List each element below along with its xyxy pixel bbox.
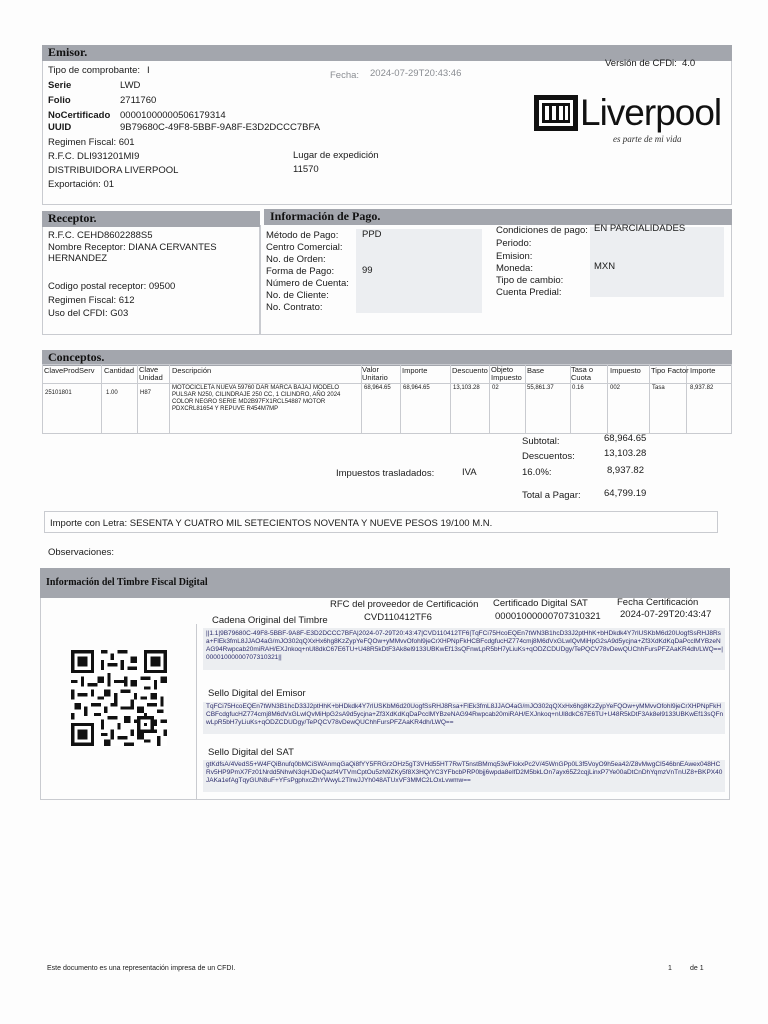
- moneda-value: MXN: [594, 261, 616, 272]
- emisor-title: Emisor.: [48, 45, 88, 59]
- sello-sat-value: gtKdfsA/4VedS5+W4FQiBnufq0bMCiSWAnmqGaQi8fYY5FRGrzOHz5gT3VHd55HT7RwT5nstBMmq53wFlokxPc2V/45WnGPp0L3f5VoyO9h5ea42/Z8vMwgCI546bnEAwex048HCRv5HP9PmX7Fz01Nrdd5NhwN3qHJDeQazf4VTVmCptOu5zN9ZKy5f8X3HQ/YC3YFbcbPRP0bjj6wpda8eIfD2M5bkLOn7ayx65Z2cqjLinxP7Ye00aDtCnDhYqmzVnTnUZ8+BKPX40JAKa1efAgTqyGUN8uF+YFsPgphxcZhYWwyL2TlrwJJYh048ATUxVF3MMC2LOxLvwmw==: [206, 761, 723, 784]
- iva-tasa: 16.0%:: [522, 467, 552, 478]
- receptor-title: Receptor.: [48, 211, 97, 225]
- sello-emisor-label: Sello Digital del Emisor: [208, 688, 306, 699]
- emisor-rfc: R.F.C. DLI931201MI9: [48, 151, 140, 162]
- fecha-value: 2024-07-29T20:43:46: [370, 68, 462, 79]
- col-clave-unidad: Clave Unidad: [139, 365, 163, 382]
- col-impuesto: Impuesto: [610, 366, 641, 375]
- cell-importe-impuesto: 8,937.82: [690, 385, 714, 391]
- col-importe-impuesto: Importe: [690, 366, 716, 375]
- metodo-value: PPD: [362, 229, 382, 240]
- emisor-regimen: Regimen Fiscal: 601: [48, 137, 135, 148]
- cell-tasa-cuota: 0.16: [572, 385, 584, 391]
- col-base: Base: [527, 366, 545, 375]
- descuentos-label: Descuentos:: [522, 451, 575, 462]
- folio-value: 2711760: [120, 95, 157, 106]
- condiciones-value: EN PARCIALIDADES: [594, 223, 686, 234]
- lugar-label: Lugar de expedición: [293, 150, 379, 161]
- iva-value: 8,937.82: [607, 465, 644, 476]
- timbre-fecha-value: 2024-07-29T20:43:47: [620, 609, 712, 620]
- impuestos-label: Impuestos trasladados:: [336, 468, 435, 479]
- cell-descripcion: MOTOCICLETA NUEVA 59760 DAR MARCA BAJAJ MODELO PULSAR N250, CILINDRAJE 250 CC, 1 CILINDRO, AÑO 2024 COLOR NEGRO SERIE MD2B97FX1RCL54887 MOTOR PDXCRL81654 Y REPUVE R454M7MP: [172, 385, 341, 412]
- subtotal-label: Subtotal:: [522, 436, 560, 447]
- observaciones-label: Observaciones:: [48, 547, 115, 558]
- timbre-cert-label: Certificado Digital SAT: [493, 598, 588, 609]
- timbre-cert-value: 00001000000707310321: [495, 611, 601, 622]
- tipo-comprobante-value: I: [147, 65, 150, 76]
- timbre-header: [40, 568, 730, 598]
- sello-sat-label: Sello Digital del SAT: [208, 747, 294, 758]
- sello-emisor-value: TqFCi75HcoEQEn7tWN3B1hcD33J2ptHhK+bHDkdk4Y7rlUSKbM6d20UogfSsRHJ8Rsa+FlEk3fmL8JJAO4aG/mJO302qQXxHx6hg8KzZypYeFQOw+yMMvvOfohl9jeCrXHPNpFkHCBFcdgfucHZ774cmj8M6dVxGLwlQvMiHpG2sA9d5ycjna+Zf3XdKdKqDaPcclMYBzeNAG94Rwpcab20miRAH/EXJnkoq+nUl8dkC67E6TU+U48R5kDtF3Ak8el9133UBKwEf13sQFnwLpR5bH7yLiuKs+qODZCDUDgy/TePQCV78vDewQUChhFursPFZAaKR4dh/LWQ==: [206, 703, 724, 726]
- metodo-label: Método de Pago:: [266, 230, 339, 241]
- footer-of-page: de 1: [690, 965, 704, 972]
- col-tipo-factor: Tipo Factor: [651, 366, 689, 375]
- moneda-label: Moneda:: [496, 263, 533, 274]
- col-descuento: Descuento: [452, 366, 488, 375]
- timbre-rfc-label: RFC del proveedor de Certificación: [330, 599, 479, 610]
- col-objeto-impuesto: Objeto Impuesto: [491, 365, 522, 382]
- col-importe: Importe: [402, 366, 428, 375]
- conceptos-title: Conceptos.: [48, 350, 105, 364]
- cell-objeto-impuesto: 02: [492, 385, 499, 391]
- logo-wordmark: Liverpool: [580, 92, 722, 133]
- cell-cantidad: 1.00: [106, 390, 118, 396]
- receptor-rfc: R.F.C. CEHD8602288S5: [48, 230, 153, 241]
- cell-base: 55,861.37: [527, 385, 554, 391]
- forma-label: Forma de Pago:: [266, 266, 335, 277]
- cadena-label: Cadena Original del Timbre: [212, 615, 328, 626]
- liverpool-logo-icon: [533, 94, 579, 132]
- serie-label: Serie: [48, 80, 72, 91]
- qr-code-icon: [71, 650, 167, 746]
- pago-title: Información de Pago.: [270, 209, 381, 223]
- tipo-cambio-label: Tipo de cambio:: [496, 275, 564, 286]
- cuenta-label: Número de Cuenta:: [266, 278, 349, 289]
- tipo-comprobante-label: Tipo de comprobante:: [48, 65, 141, 76]
- orden-label: No. de Orden:: [266, 254, 326, 265]
- cell-valor-unitario: 68,964.65: [364, 385, 391, 391]
- total-label: Total a Pagar:: [522, 490, 581, 501]
- subtotal-value: 68,964.65: [604, 433, 647, 444]
- receptor-regimen: Regimen Fiscal: 612: [48, 295, 135, 306]
- fecha-label: Fecha:: [330, 70, 360, 81]
- pago-values-shade: [356, 229, 482, 313]
- logo-slogan: es parte de mi vida: [613, 134, 682, 144]
- col-cantidad: Cantidad: [104, 366, 135, 375]
- nocert-value: 00001000000506179314: [120, 110, 226, 121]
- version-value: 4.0: [682, 58, 696, 69]
- receptor-nombre: Nombre Receptor: DIANA CERVANTES HERNANDEZ: [48, 242, 217, 264]
- nocert-label: NoCertificado: [48, 110, 111, 121]
- timbre-fecha-label: Fecha Certificación: [617, 597, 699, 608]
- cell-tipo-factor: Tasa: [652, 385, 665, 391]
- footer-page: 1: [668, 965, 672, 972]
- col-claveprodserv: ClaveProdServ: [44, 366, 95, 375]
- periodo-label: Periodo:: [496, 238, 532, 249]
- uuid-label: UUID: [48, 122, 72, 133]
- lugar-value: 11570: [293, 164, 319, 175]
- total-value: 64,799.19: [604, 488, 647, 499]
- receptor-cp: Codigo postal receptor: 09500: [48, 281, 176, 292]
- condiciones-label: Condiciones de pago:: [496, 225, 588, 236]
- descuentos-value: 13,103.28: [604, 448, 647, 459]
- cell-importe: 68,964.65: [403, 385, 430, 391]
- col-tasa-cuota: Tasa o Cuota: [571, 365, 594, 382]
- timbre-rfc-value: CVD110412TF6: [364, 612, 432, 623]
- emisor-razon: DISTRIBUIDORA LIVERPOOL: [48, 165, 179, 176]
- cell-clave-unidad: H87: [140, 390, 152, 396]
- version-label: Versión de CFDi:: [605, 58, 677, 69]
- uuid-value: 9B79680C-49F8-5BBF-9A8F-E3D2DCCC7BFA: [120, 122, 321, 133]
- cell-impuesto: 002: [610, 385, 621, 391]
- emision-label: Emision:: [496, 251, 533, 262]
- centro-label: Centro Comercial:: [266, 242, 343, 253]
- importe-letra: Importe con Letra: SESENTA Y CUATRO MIL SETECIENTOS NOVENTA Y NUEVE PESOS 19/100 M.N.: [50, 518, 493, 529]
- timbre-title: Información del Timbre Fiscal Digital: [46, 577, 208, 588]
- receptor-header: [42, 211, 260, 227]
- footer-note: Este documento es una representación impresa de un CFDI.: [47, 965, 236, 972]
- col-valor-unitario: Valor Unitario: [362, 365, 388, 382]
- cell-descuento: 13,103.28: [453, 385, 480, 391]
- emisor-exportacion: Exportación: 01: [48, 179, 115, 190]
- liverpool-logo: [533, 92, 728, 150]
- cliente-label: No. de Cliente:: [266, 290, 329, 301]
- timbre-divider: [196, 624, 197, 800]
- impuesto-tipo: IVA: [462, 467, 477, 478]
- forma-value: 99: [362, 265, 373, 276]
- contrato-label: No. Contrato:: [266, 302, 323, 313]
- folio-label: Folio: [48, 95, 71, 106]
- receptor-uso: Uso del CFDI: G03: [48, 308, 129, 319]
- cell-claveprodserv: 25101801: [45, 390, 72, 396]
- cuenta-predial-label: Cuenta Predial:: [496, 287, 562, 298]
- col-descripcion: Descripción: [172, 366, 212, 375]
- serie-value: LWD: [120, 80, 141, 91]
- cadena-value: ||1.1|9B79680C-49F8-5BBF-9A8F-E3D2DCCC7BFA|2024-07-29T20:43:47|CVD110412TF6|TqFCi75HcoEQEn7tWN3B1hcD33J2ptHhK+bHDkdk4Y7rlUSKbM6d20UogfSsRHJ8Rsa+FlEk3fmL8JJAO4aG/mJO302qQXxHx6hg8KzZypYeFQOw+yMMvvOfohl9jeCrXHPNpFkHCBFcdgfucHZ774cmj8M6dVxGLwlQvMiHpG2sA9d5ycjna+Zf3XdKdKqDaPcclMYBzeNAG94Rwpcab20miRAH/EXJnkoq+nUl8dkC67E6TU+U48R5kDtF3Ak8el9133UBKwEf13sQFnwLpR5bH7yLiuKs+qODZCDUDgy/TePQCV78vDewQUChhFursPFZAaKR4dh/LWQ==|00001000000707310321||: [206, 630, 723, 661]
